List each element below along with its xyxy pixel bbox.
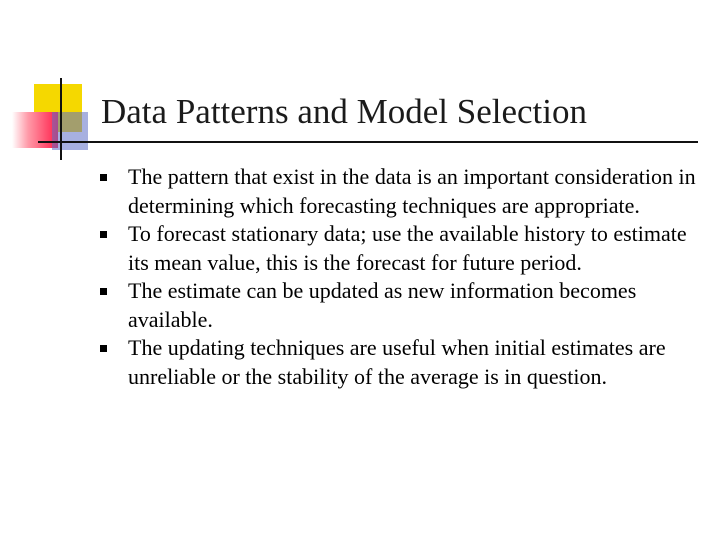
logo-blue-square — [52, 112, 88, 150]
bullet-item — [96, 163, 696, 220]
bullet-text: To forecast stationary data; use the available history to estimate its mean value, this is the forecast for future period. — [128, 221, 687, 275]
bullet-list — [96, 163, 696, 391]
bullet-item — [96, 277, 696, 334]
square-bullet-icon — [100, 345, 107, 352]
square-bullet-icon — [100, 231, 107, 238]
logo-yellow-square — [34, 84, 82, 132]
square-bullet-icon — [100, 288, 107, 295]
bullet-item — [96, 220, 696, 277]
logo-red-square — [12, 112, 58, 148]
bullet-item — [96, 334, 696, 391]
square-bullet-icon — [100, 174, 107, 181]
slide-title: Data Patterns and Model Selection — [101, 92, 587, 131]
bullet-text: The updating techniques are useful when initial estimates are unreliable or the stability of the average is in question. — [128, 335, 666, 389]
bullet-text: The estimate can be updated as new information becomes available. — [128, 278, 637, 332]
bullet-text: The pattern that exist in the data is an important consideration in determining which forecasting techniques are appropriate. — [128, 164, 696, 218]
title-underline — [38, 141, 698, 143]
logo-vertical-line — [60, 78, 62, 160]
